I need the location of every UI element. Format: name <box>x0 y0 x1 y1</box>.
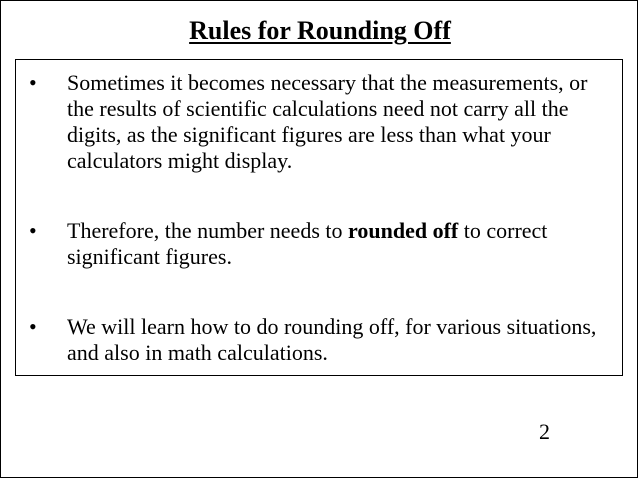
bullet-text-2-after: to correct significant figures. <box>67 218 548 269</box>
bullet-item-3 <box>16 314 622 366</box>
page-number: 2 <box>539 419 550 444</box>
bold-phrase: rounded off <box>348 218 459 243</box>
bullet-marker: • <box>29 70 37 95</box>
bullet-text-1: Sometimes it becomes necessary that the measurements, or the results of scientific calculations need not carry all the digits, as the significant figures are less than what your calculators might display. <box>67 70 588 173</box>
bullet-item-2 <box>16 218 622 270</box>
bullet-item-1 <box>16 70 622 174</box>
bullet-text-3: We will learn how to do rounding off, for various situations, and also in math calculations. <box>67 314 597 365</box>
bullet-marker: • <box>29 218 37 243</box>
content-box <box>15 59 623 376</box>
slide-title: Rules for Rounding Off <box>189 16 451 45</box>
bullet-text-2-before: Therefore, the number needs to <box>67 218 348 243</box>
bullet-marker: • <box>29 314 37 339</box>
bullet-text-2 <box>67 218 612 270</box>
